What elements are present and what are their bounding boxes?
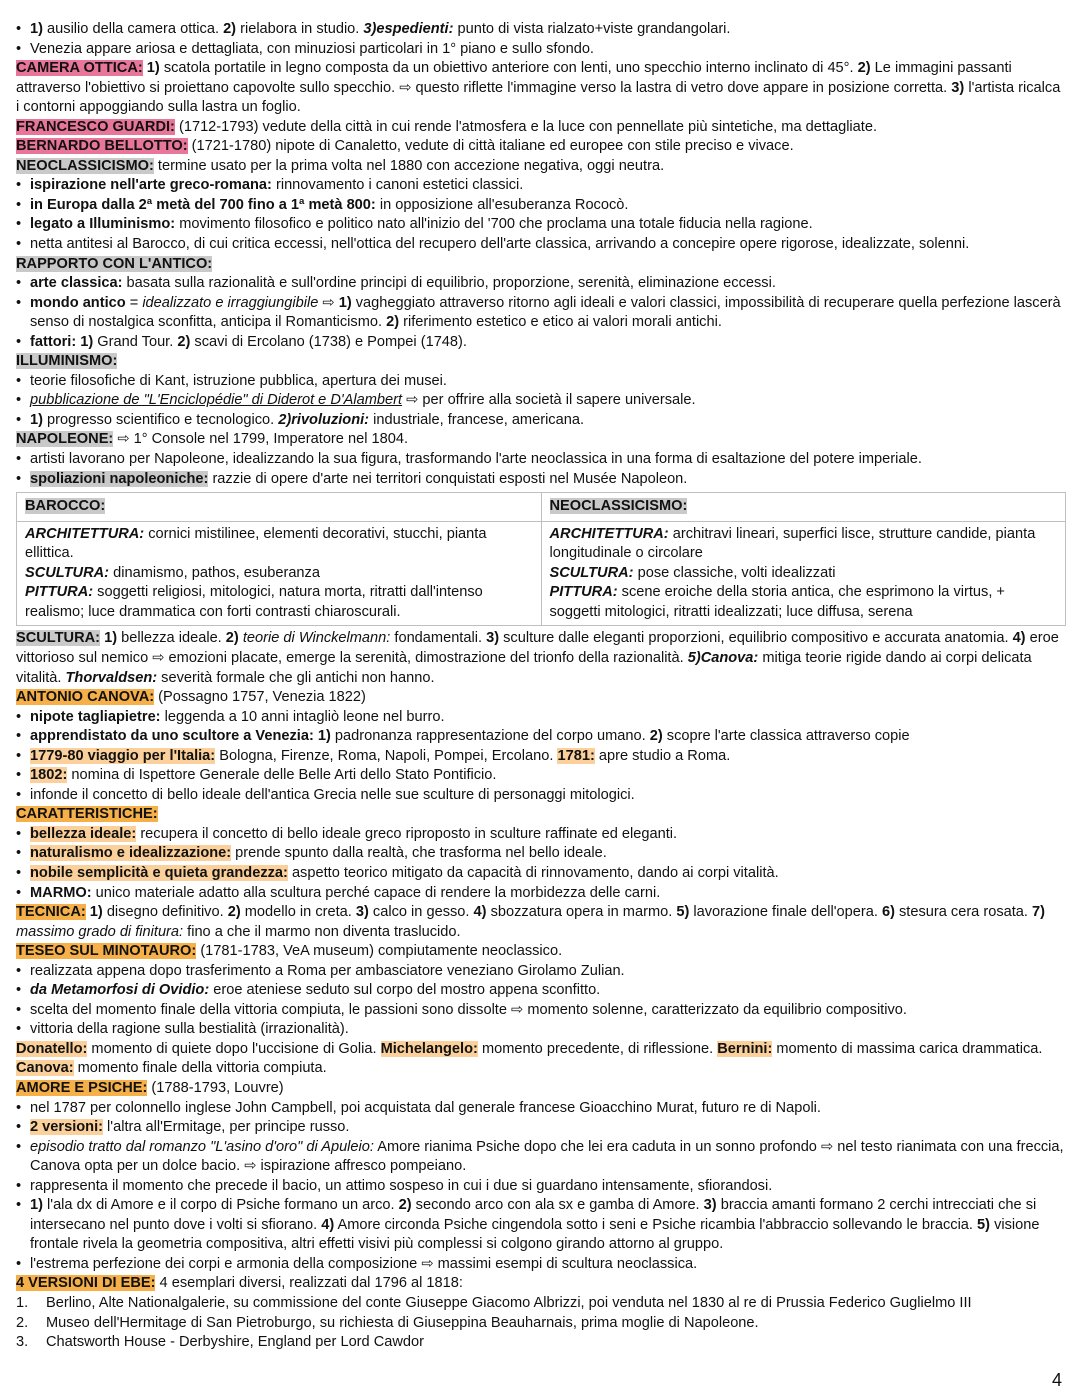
heading-ebe: 4 VERSIONI DI EBE: [16,1275,156,1292]
bullet-car-2: • naturalismo e idealizzazione: prende spunto dalla realtà, che trasforma nel bello ideale. [16,844,1066,864]
neoclassicismo-paragraph: NEOCLASSICISMO: termine usato per la prima volta nel 1880 con accezione negativa, oggi neutra. [16,157,665,174]
heading-francesco-guardi: FRANCESCO GUARDI: [16,118,175,135]
bullet-teseo-4: • vittoria della ragione sulla bestialità (irrazionalità). [16,1020,1066,1040]
table-cell-barocco: ARCHITETTURA: cornici mistilinee, elementi decorativi, stucchi, pianta ellittica. SCULTURA: dinamismo, pathos, esuberanza PITTURA: soggetti religiosi, mitologici, natura morta, ritratti dall'intenso realismo; luce drammatica con forti contrasti chiaroscurali. [17,521,542,626]
table-head-neoclassicismo: NEOCLASSICISMO: [541,493,1066,522]
scultura-paragraph: SCULTURA: 1) bellezza ideale. 2) teorie di Winckelmann: fondamentali. 3) sculture dalle eleganti proporzioni, equilibrio compositivo e accurata anatomia. 4) eroe vittorioso sul nemico ⇨ emozioni placate, emerge la serenità, dimostrazione del trionfo della razionalità. 5)Canova: mitiga teorie rigide dando ai corpi delicata vitalità. Thorvaldsen: severità formale che gli antichi non hanno. [16,630,1059,686]
bullet-camera-uses: • 1) ausilio della camera ottica. 2) rielabora in studio. 3)espedienti: punto di vista rialzato+viste grandangolari. [16,20,1066,40]
bullet-neo-3: • legato a Illuminismo: movimento filosofico e politico nato all'inizio del '700 che proclama una totale fiducia nella ragione. [16,215,1066,235]
heading-neoclassicismo: NEOCLASSICISMO: [16,157,154,174]
amore-paragraph: AMORE E PSICHE: (1788-1793, Louvre) [16,1079,284,1096]
camera-ottica-paragraph: CAMERA OTTICA: 1) scatola portatile in legno composta da un obiettivo anteriore con lenti, uno specchio interno inclinato di 45°. 2) Le immagini passanti attraverso l'obiettivo si proiettano capovolte sullo specchio. ⇨ questo riflette l'immagine verso la lastra di vetro dove appare in posizione corretta. 3) l'artista ricalca i contorni appoggiando sulla lastra un foglio. [16,60,1061,116]
bullet-napo-2: • spoliazioni napoleoniche: razzie di opere d'arte nei territori conquistati esposti nel Musée Napoleon. [16,470,1066,490]
guardi-paragraph: FRANCESCO GUARDI: (1712-1793) vedute della città in cui rende l'atmosfera e la luce con pennellate più sintetiche, ma dettagliate. [16,118,878,135]
canova-paragraph: ANTONIO CANOVA: (Possagno 1757, Venezia 1822) [16,689,366,706]
heading-teseo: TESEO SUL MINOTAURO: [16,943,197,960]
bullet-neo-2: • in Europa dalla 2ª metà del 700 fino a 1ª metà 800: in opposizione all'esuberanza Rococò. [16,196,1066,216]
bellotto-paragraph: BERNARDO BELLOTTO: (1721-1780) nipote di Canaletto, vedute di città italiane ed europee con stile preciso e vivace. [16,138,794,155]
tecnica-paragraph: TECNICA: 1) disegno definitivo. 2) modello in creta. 3) calco in gesso. 4) sbozzatura opera in marmo. 5) lavorazione finale dell'opera. 6) stesura cera rosata. 7) massimo grado di finitura: fino a che il marmo non diventa traslucido. [16,904,1046,940]
bullet-antico-2: • mondo antico = idealizzato e irraggiungibile ⇨ 1) vagheggiato attraverso ritorno agli ideali e valori classici, impossibilità di recuperare quella perfezione lascerà senso di nostalgica sconfitta, anticipa il Romanticismo. 2) riferimento estetico e etico ai valori morali antichi. [16,294,1066,333]
heading-camera-ottica: CAMERA OTTICA: [16,60,143,77]
ebe-item-3: 3. Chatsworth House - Derbyshire, England per Lord Cawdor [16,1334,424,1351]
heading-tecnica: TECNICA: [16,904,86,921]
napoleone-paragraph: NAPOLEONE: ⇨ 1° Console nel 1799, Imperatore nel 1804. [16,431,409,448]
heading-illuminismo: ILLUMINISMO: [16,353,118,370]
heading-napoleone: NAPOLEONE: [16,431,114,448]
antico-heading-line [16,255,1066,275]
bullet-canova-1: • nipote tagliapietre: leggenda a 10 anni intagliò leone nel burro. [16,708,1066,728]
bullet-car-4: • MARMO: unico materiale adatto alla scultura perché capace di rendere la morbidezza delle carni. [16,884,1066,904]
bullet-napo-1: • artisti lavorano per Napoleone, idealizzando la sua figura, trasformando l'arte neoclassica in una forma di esaltazione del potere imperiale. [16,450,1066,470]
ebe-item-1: 1. Berlino, Alte Nationalgalerie, su commissione del conte Giuseppe Giacomo Albrizzi, poi venduta nel 1830 al re di Prussia Federico Guglielmo III [16,1295,972,1311]
heading-rapporto-antico: RAPPORTO CON L'ANTICO: [16,255,213,272]
heading-antonio-canova: ANTONIO CANOVA: [16,689,155,706]
notes-page [16,20,1066,1353]
bullet-amore-5: • 1) l'ala dx di Amore e il corpo di Psiche formano un arco. 2) secondo arco con ala sx e gamba di Amore. 3) braccia amanti formano 2 cerchi intrecciati che si intersecano nel punto dove i volti si sfiorano. 4) Amore circonda Psiche cingendola sotto i seni e Psiche ricambia l'abbraccio sollevando le braccia. 5) visione frontale rivela la geometria compositiva, altri effetti visivi più complessi si colgono girando attorno al gruppo. [16,1196,1066,1255]
heading-caratteristiche: CARATTERISTICHE: [16,806,158,823]
bullet-amore-3: • episodio tratto dal romanzo "L'asino d'oro" di Apuleio: Amore rianima Psiche dopo che lei era caduta in un sonno profondo ⇨ nel testo rianimata con una freccia, Canova opta per un dolce bacio. ⇨ ispirazione affresco pompeiano. [16,1138,1066,1177]
bullet-illum-2: • pubblicazione de "L'Enciclopédie" di Diderot e D'Alambert ⇨ per offrire alla società il sapere universale. [16,391,1066,411]
illuminismo-heading-line [16,352,1066,372]
table-cell-neoclassicismo: ARCHITETTURA: architravi lineari, superfici lisce, strutture candide, pianta longitudinale o circolare SCULTURA: pose classiche, volti idealizzati PITTURA: scene eroiche della storia antica, che esprimono la virtus, + soggetti mitologici, ritratti idealizzati; luce diffusa, serena [541,521,1066,626]
bullet-venezia: • Venezia appare ariosa e dettagliata, con minuziosi particolari in 1° piano e sullo sfondo. [16,40,1066,60]
bullet-car-3: • nobile semplicità e quieta grandezza: aspetto teorico mitigato da capacità di rinnovamento, dando ai corpi vitalità. [16,864,1066,884]
bullet-canova-5: • infonde il concetto di bello ideale dell'antica Grecia nelle sue sculture di personaggi mitologici. [16,786,1066,806]
bullet-amore-2: • 2 versioni: l'altra all'Ermitage, per principe russo. [16,1118,1066,1138]
caratteristiche-heading-line [16,805,1066,825]
bullet-neo-4: • netta antitesi al Barocco, di cui critica eccessi, nell'ottica del recupero dell'arte classica, arrivando a concepire opere rigorose, idealizzate, solenni. [16,235,1066,255]
ebe-item-2: 2. Museo dell'Hermitage di San Pietroburgo, su richiesta di Giuseppina Beauharnais, prima moglie di Napoleone. [16,1314,759,1331]
page-number: 4 [1051,1370,1062,1390]
heading-scultura: SCULTURA: [16,630,101,647]
heading-bernardo-bellotto: BERNARDO BELLOTTO: [16,138,188,155]
bullet-teseo-2: • da Metamorfosi di Ovidio: eroe ateniese seduto sul corpo del mostro appena sconfitto. [16,981,1066,1001]
bullet-teseo-1: • realizzata appena dopo trasferimento a Roma per ambasciatore veneziano Girolamo Zulian. [16,962,1066,982]
bullet-amore-1: • nel 1787 per colonnello inglese John Campbell, poi acquistata dal generale francese Gioacchino Murat, futuro re di Napoli. [16,1099,1066,1119]
table-head-barocco: BAROCCO: [17,493,542,522]
bullet-teseo-3: • scelta del momento finale della vittoria compiuta, le passioni sono dissolte ⇨ momento solenne, caratterizzato da equilibrio compositivo. [16,1001,1066,1021]
bullet-antico-1: • arte classica: basata sulla razionalità e sull'ordine principi di equilibrio, proporzione, serenità, eliminazione eccessi. [16,274,1066,294]
bullet-illum-3: • 1) progresso scientifico e tecnologico. 2)rivoluzioni: industriale, francese, americana. [16,411,1066,431]
bullet-amore-4: • rappresenta il momento che precede il bacio, un attimo sospeso in cui i due si guardano intensamente, sfiorandosi. [16,1177,1066,1197]
comparison-table [16,492,1066,626]
bullet-antico-3: • fattori: 1) Grand Tour. 2) scavi di Ercolano (1738) e Pompei (1748). [16,333,1066,353]
bullet-canova-2: • apprendistato da uno scultore a Venezia: 1) padronanza rappresentazione del corpo umano. 2) scopre l'arte classica attraverso copie [16,727,1066,747]
bullet-car-1: • bellezza ideale: recupera il concetto di bello ideale greco riproposto in sculture raffinate ed eleganti. [16,825,1066,845]
teseo-paragraph: TESEO SUL MINOTAURO: (1781-1783, VeA museum) compiutamente neoclassico. [16,943,563,960]
bullet-canova-3: • 1779-80 viaggio per l'Italia: Bologna, Firenze, Roma, Napoli, Pompei, Ercolano. 1781: apre studio a Roma. [16,747,1066,767]
bullet-amore-6: • l'estrema perfezione dei corpi e armonia della composizione ⇨ massimi esempi di scultura neoclassica. [16,1255,1066,1275]
bullet-canova-4: • 1802: nomina di Ispettore Generale delle Belle Arti dello Stato Pontificio. [16,766,1066,786]
bullet-illum-1: • teorie filosofiche di Kant, istruzione pubblica, apertura dei musei. [16,372,1066,392]
heading-amore-psiche: AMORE E PSICHE: [16,1079,148,1096]
arrow-icon: ⇨ [399,79,412,96]
comparison-moments: Donatello: momento di quiete dopo l'uccisione di Golia. Michelangelo: momento precedente, di riflessione. Bernini: momento di massima carica drammatica. Canova: momento finale della vittoria compiuta. [16,1040,1043,1077]
ebe-paragraph: 4 VERSIONI DI EBE: 4 esemplari diversi, realizzati dal 1796 al 1818: [16,1275,463,1292]
bullet-neo-1: • ispirazione nell'arte greco-romana: rinnovamento i canoni estetici classici. [16,176,1066,196]
